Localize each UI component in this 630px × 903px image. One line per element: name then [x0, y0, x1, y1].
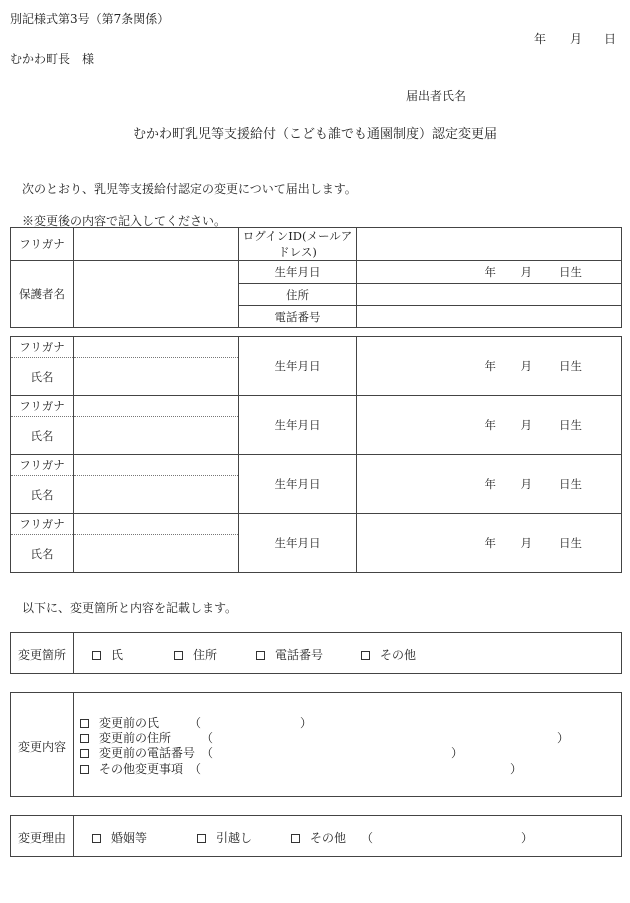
- close-paren: ）: [300, 716, 313, 730]
- child-2-furigana-label: フリガナ: [11, 396, 74, 417]
- child-1-name-label: 氏名: [11, 358, 74, 396]
- child-1-birth-field: 年 月 日生: [357, 337, 622, 396]
- reason-option-marriage[interactable]: 婚姻等: [92, 829, 147, 846]
- checkbox-icon[interactable]: [197, 834, 206, 843]
- guardian-phone-field: [357, 306, 622, 328]
- child-1-furigana-label: フリガナ: [11, 337, 74, 358]
- login-id-field: [357, 228, 622, 261]
- intro-text: 次のとおり、乳児等支援給付認定の変更について届出します。: [22, 182, 357, 196]
- guardian-birth-label: 生年月日: [239, 261, 357, 284]
- checkbox-icon[interactable]: [80, 765, 89, 774]
- guardian-name-label: 保護者名: [11, 261, 74, 328]
- content-item-prev-address[interactable]: 変更前の住所: [80, 729, 171, 746]
- child-3-birth-field: 年 月 日生: [357, 455, 622, 514]
- guardian-birth-field: 年 月 日生: [357, 261, 622, 284]
- open-paren: （: [201, 731, 214, 745]
- change-location-box: [10, 632, 622, 674]
- guardian-table: [10, 227, 622, 328]
- location-option-name[interactable]: 氏: [92, 646, 123, 663]
- child-4-furigana-label: フリガナ: [11, 514, 74, 535]
- change-content-box: [10, 692, 622, 797]
- guardian-furigana-field: [74, 228, 239, 261]
- checkbox-icon[interactable]: [174, 651, 183, 660]
- open-paren: （: [361, 831, 374, 845]
- checkbox-icon[interactable]: [80, 734, 89, 743]
- date-month-label: 月: [570, 32, 583, 46]
- child-1-name-field: [74, 358, 239, 396]
- login-id-label: ログインID(メールアドレス): [239, 228, 357, 261]
- content-item-prev-phone[interactable]: 変更前の電話番号: [80, 744, 195, 761]
- guardian-furigana-label: フリガナ: [11, 228, 74, 261]
- child-4-name-field: [74, 535, 239, 573]
- child-3-furigana-label: フリガナ: [11, 455, 74, 476]
- child-3-name-label: 氏名: [11, 476, 74, 514]
- checkbox-icon[interactable]: [92, 834, 101, 843]
- open-paren: （: [189, 762, 202, 776]
- checkbox-icon[interactable]: [80, 719, 89, 728]
- child-1-birth-label: 生年月日: [239, 337, 357, 396]
- child-3-furigana-field: [74, 455, 239, 476]
- guardian-address-label: 住所: [239, 284, 357, 306]
- applicant-name-label: 届出者氏名: [406, 89, 467, 103]
- checkbox-icon[interactable]: [291, 834, 300, 843]
- content-item-prev-name[interactable]: 変更前の氏: [80, 714, 159, 731]
- child-3-name-field: [74, 476, 239, 514]
- child-4-birth-label: 生年月日: [239, 514, 357, 573]
- child-2-birth-label: 生年月日: [239, 396, 357, 455]
- child-1-furigana-field: [74, 337, 239, 358]
- location-option-address[interactable]: 住所: [174, 646, 217, 663]
- child-2-furigana-field: [74, 396, 239, 417]
- close-paren: ）: [521, 831, 534, 845]
- location-option-phone[interactable]: 電話番号: [256, 646, 323, 663]
- child-2-birth-field: 年 月 日生: [357, 396, 622, 455]
- content-item-other[interactable]: その他変更事項: [80, 760, 183, 777]
- guardian-name-field: [74, 261, 239, 328]
- guardian-address-field: [357, 284, 622, 306]
- location-option-other[interactable]: その他: [361, 646, 416, 663]
- close-paren: ）: [557, 731, 570, 745]
- child-2-name-field: [74, 417, 239, 455]
- checkbox-icon[interactable]: [92, 651, 101, 660]
- child-3-birth-label: 生年月日: [239, 455, 357, 514]
- change-reason-label: 変更理由: [17, 831, 66, 845]
- open-paren: （: [201, 746, 214, 760]
- section-text: 以下に、変更箇所と内容を記載します。: [22, 601, 238, 615]
- checkbox-icon[interactable]: [256, 651, 265, 660]
- close-paren: ）: [510, 762, 523, 776]
- open-paren: （: [189, 716, 202, 730]
- guardian-phone-label: 電話番号: [239, 306, 357, 328]
- date-day-label: 日: [604, 32, 617, 46]
- child-4-name-label: 氏名: [11, 535, 74, 573]
- addressee: むかわ町長 様: [10, 52, 95, 66]
- child-2-name-label: 氏名: [11, 417, 74, 455]
- change-content-label: 変更内容: [17, 740, 66, 754]
- date-year-label: 年: [534, 32, 547, 46]
- change-reason-box: [10, 815, 622, 857]
- form-number: 別記様式第3号（第7条関係）: [10, 12, 170, 26]
- child-4-furigana-field: [74, 514, 239, 535]
- child-4-birth-field: 年 月 日生: [357, 514, 622, 573]
- checkbox-icon[interactable]: [361, 651, 370, 660]
- reason-option-other[interactable]: その他: [291, 829, 346, 846]
- close-paren: ）: [451, 746, 464, 760]
- checkbox-icon[interactable]: [80, 749, 89, 758]
- children-table: [10, 336, 622, 573]
- form-title: むかわ町乳児等支援給付（こども誰でも通園制度）認定変更届: [132, 127, 497, 142]
- change-location-label: 変更箇所: [17, 648, 66, 662]
- reason-option-moving[interactable]: 引越し: [197, 829, 252, 846]
- note-text: ※変更後の内容で記入してください。: [22, 214, 227, 228]
